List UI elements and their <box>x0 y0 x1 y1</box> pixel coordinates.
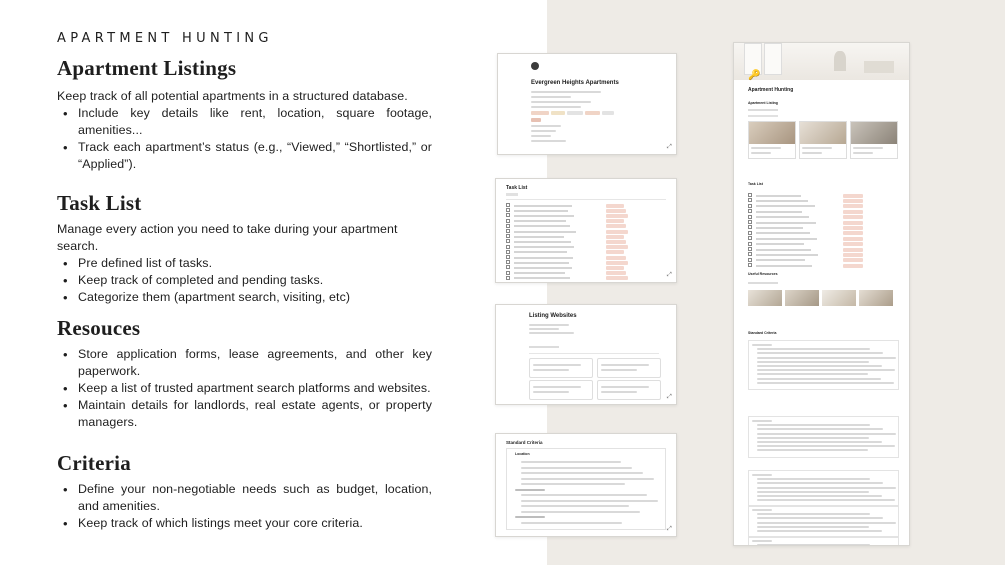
checkbox[interactable] <box>506 234 510 238</box>
checkbox[interactable] <box>748 242 752 246</box>
criteria-block <box>748 470 899 507</box>
criteria-section-label: Location <box>515 452 530 456</box>
bullet-item: • Keep a list of trusted apartment search platforms and websites. <box>77 380 432 397</box>
criteria-block <box>748 416 899 458</box>
checkbox[interactable] <box>748 225 752 229</box>
preview-websites-card[interactable] <box>495 304 677 405</box>
task-row[interactable] <box>748 225 895 230</box>
bullets-resources <box>77 346 432 431</box>
listing-gallery <box>748 121 898 159</box>
bullet-item: • Pre defined list of tasks. <box>77 255 432 272</box>
preview-tasks-card[interactable] <box>495 178 677 283</box>
heading-apartment-listings: Apartment Listings <box>57 56 237 80</box>
website-card[interactable] <box>597 380 661 400</box>
task-row[interactable] <box>748 252 895 257</box>
expand-icon[interactable]: ⤢ <box>667 144 672 150</box>
task-row[interactable] <box>748 198 895 203</box>
heading-task-list: Task List <box>57 191 142 215</box>
website-card[interactable] <box>597 358 661 378</box>
task-row[interactable] <box>748 209 895 214</box>
bullets-criteria <box>77 481 432 532</box>
listing-icon <box>531 62 539 70</box>
checkbox[interactable] <box>748 204 752 208</box>
checkbox[interactable] <box>748 258 752 262</box>
task-row[interactable] <box>748 193 895 198</box>
section-task-list: Task List <box>748 182 763 186</box>
tasks-title: Task List <box>506 185 528 191</box>
section-resources: Useful Resources <box>748 272 778 276</box>
bullet-item: • Store application forms, lease agreements, and other key paperwork. <box>77 346 432 380</box>
checkbox[interactable] <box>748 215 752 219</box>
checkbox[interactable] <box>748 252 752 256</box>
listing-title: Evergreen Heights Apartments <box>531 80 619 86</box>
task-row[interactable] <box>748 258 895 263</box>
expand-icon[interactable]: ⤢ <box>667 526 672 532</box>
checkbox[interactable] <box>506 229 510 233</box>
bullet-item: • Define your non-negotiable needs such as budget, location, and amenities. <box>77 481 432 515</box>
checkbox[interactable] <box>506 224 510 228</box>
checkbox[interactable] <box>506 255 510 259</box>
checkbox[interactable] <box>506 208 510 212</box>
task-row[interactable] <box>748 236 895 241</box>
fullpage-title: Apartment Hunting <box>748 87 794 93</box>
bullet-item: • Keep track of which listings meet your core criteria. <box>77 515 432 532</box>
checkbox[interactable] <box>506 271 510 275</box>
heading-resources: Resouces <box>57 316 141 340</box>
bullet-item: • Keep track of completed and pending tasks. <box>77 272 432 289</box>
key-icon: 🔑 <box>748 70 761 81</box>
heading-criteria: Criteria <box>57 451 131 475</box>
bullet-item: • Track each apartment’s status (e.g., “Viewed,” “Shortlisted,” or “Applied”). <box>77 139 432 173</box>
bullet-item: • Maintain details for landlords, real estate agents, or property managers. <box>77 397 432 431</box>
preview-criteria-card[interactable] <box>495 433 677 537</box>
criteria-block <box>748 505 899 538</box>
bullet-item: • Categorize them (apartment search, visiting, etc) <box>77 289 432 306</box>
checkbox[interactable] <box>506 276 510 280</box>
task-row[interactable] <box>748 231 895 236</box>
checkbox[interactable] <box>506 265 510 269</box>
resources-gallery <box>748 290 893 306</box>
section-apartment-listing: Apartment Listing <box>748 101 778 105</box>
bullets-apartment-listings <box>77 105 432 173</box>
task-row[interactable] <box>748 215 895 220</box>
task-row[interactable] <box>748 220 895 225</box>
criteria-box <box>506 448 666 530</box>
page-eyebrow: APARTMENT HUNTING <box>57 31 273 46</box>
checkbox[interactable] <box>506 260 510 264</box>
website-card[interactable] <box>529 380 593 400</box>
checkbox[interactable] <box>748 193 752 197</box>
checkbox[interactable] <box>748 247 752 251</box>
checkbox[interactable] <box>748 209 752 213</box>
checkbox[interactable] <box>506 203 510 207</box>
checkbox[interactable] <box>506 219 510 223</box>
task-row[interactable] <box>748 247 895 252</box>
checkbox[interactable] <box>506 213 510 217</box>
preview-listing-card[interactable] <box>497 53 677 155</box>
criteria-block <box>748 340 899 390</box>
expand-icon[interactable]: ⤢ <box>667 272 672 278</box>
checkbox[interactable] <box>506 250 510 254</box>
checkbox[interactable] <box>748 236 752 240</box>
checkbox[interactable] <box>506 239 510 243</box>
checkbox[interactable] <box>748 231 752 235</box>
task-row[interactable] <box>506 276 666 281</box>
checkbox[interactable] <box>748 198 752 202</box>
websites-title: Listing Websites <box>529 313 577 319</box>
task-row[interactable] <box>748 204 895 209</box>
checkbox[interactable] <box>748 220 752 224</box>
criteria-block <box>748 536 899 546</box>
website-card[interactable] <box>529 358 593 378</box>
checkbox[interactable] <box>748 263 752 267</box>
section-criteria: Standard Criteria <box>748 331 777 335</box>
preview-fullpage[interactable] <box>733 42 910 546</box>
bullet-item: • Include key details like rent, location, square footage, amenities... <box>77 105 432 139</box>
listing-properties <box>531 91 661 145</box>
task-row[interactable] <box>748 263 895 268</box>
bullets-task-list <box>77 255 432 306</box>
expand-icon[interactable]: ⤢ <box>667 394 672 400</box>
intro-apartment-listings: Keep track of all potential apartments in a structured database. <box>57 89 408 103</box>
checkbox[interactable] <box>506 245 510 249</box>
criteria-title: Standard Criteria <box>506 440 543 445</box>
task-row[interactable] <box>748 242 895 247</box>
intro-task-list: Manage every action you need to take during your apartment search. <box>57 222 398 253</box>
